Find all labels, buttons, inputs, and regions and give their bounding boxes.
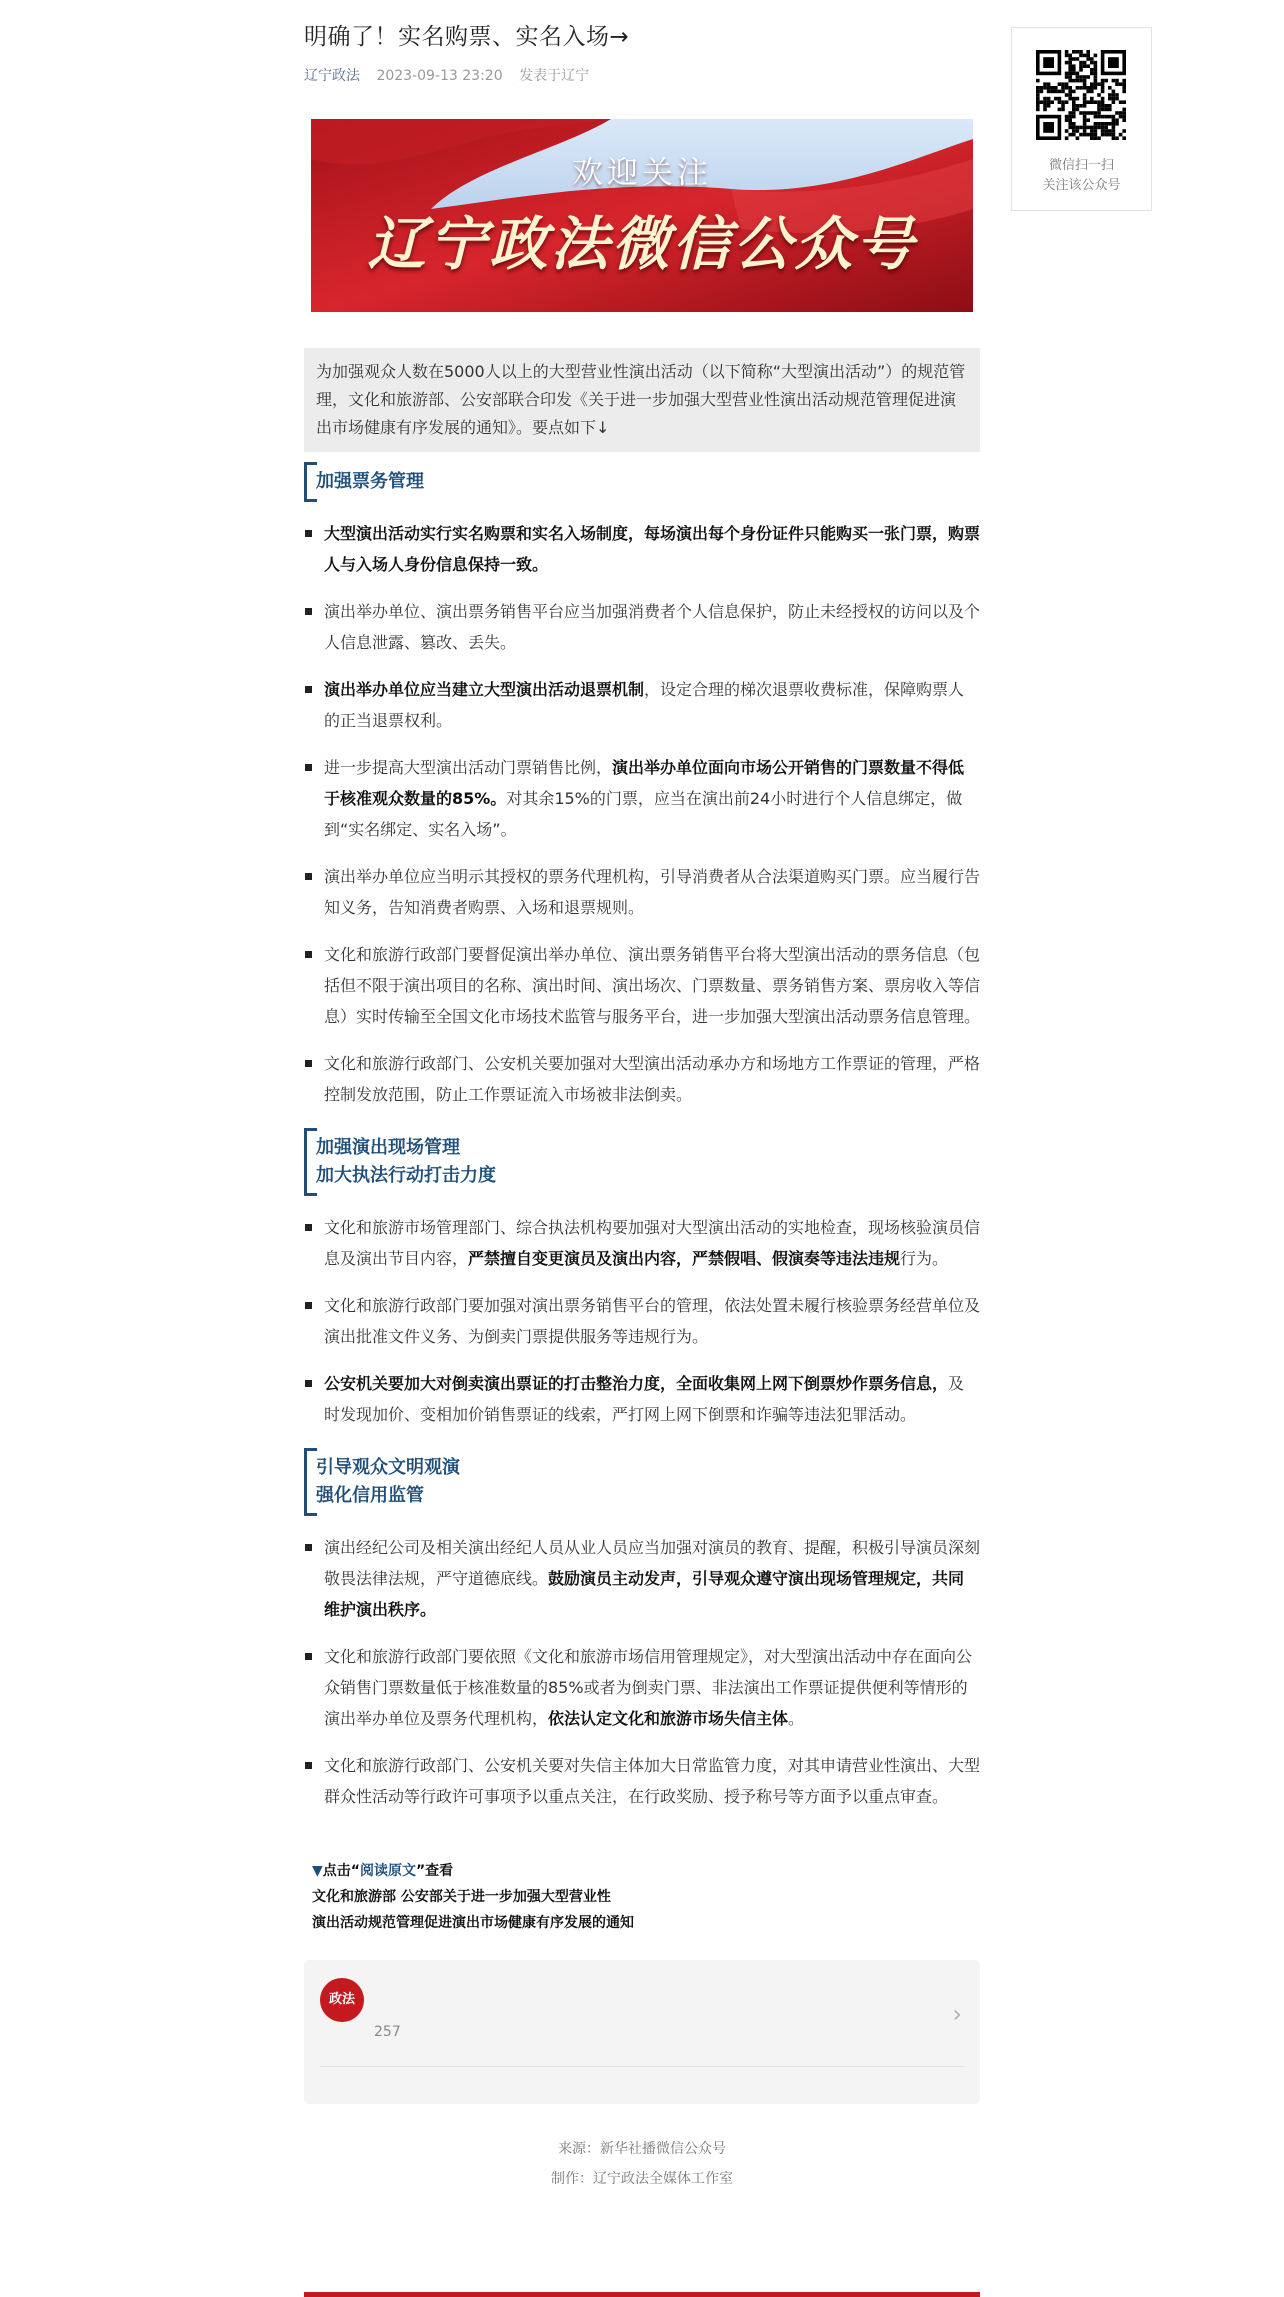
text-run: 对其余15%的门票，应当在演出前24小时进行个人信息绑定，做到“实名绑定、实名入场”。 [324,789,963,839]
triangle-down-icon: ▼ [312,1863,323,1879]
banner-line-2: 辽宁政法微信公众号 [367,210,917,278]
producer-text: 制作：辽宁政法全媒体工作室 [551,2171,733,2187]
read-original-title-1: 文化和旅游部 公安部关于进一步加强大型营业性 [312,1889,611,1905]
bullet-list [304,1532,980,1812]
follow-banner-image [311,119,973,312]
list-item [304,1750,980,1812]
text-run: 演出举办单位应当明示其授权的票务代理机构，引导消费者从合法渠道购买门票。应当履行告知义务，告知消费者购票、入场和退票规则。 [324,867,981,917]
list-item [304,674,980,736]
qr-caption-2: 关注该公众号 [1042,178,1121,193]
bullet-list [304,1212,980,1430]
bold-text: 大型演出活动实行实名购票和实名入场制度，每场演出每个身份证件只能购买一张门票，购票人与入场人身份信息保持一致。 [324,524,981,574]
text-run: 演出举办单位、演出票务销售平台应当加强消费者个人信息保护，防止未经授权的访问以及个人信息泄露、篡改、丢失。 [324,602,981,652]
list-item [304,596,980,658]
list-item [304,1048,980,1110]
section-heading-line: 加强票务管理 [316,471,424,492]
source-text: 来源：新华社播微信公众号 [558,2141,726,2157]
text-run: 。 [788,1709,805,1728]
chevron-right-icon[interactable]: › [952,2000,962,2028]
bold-text: 演出举办单位应当建立大型演出活动退票机制 [324,680,645,699]
qr-code-icon [1036,50,1126,140]
section-heading-line: 强化信用监管 [316,1485,424,1506]
qr-caption [1012,156,1151,196]
account-card[interactable] [304,1960,980,2104]
section-heading-line: 引导观众文明观演 [316,1457,460,1478]
section-heading-line: 加强演出现场管理 [316,1137,460,1158]
read-count: 257 [374,2024,401,2040]
bold-text: 公安机关要加大对倒卖演出票证的打击整治力度，全面收集网上网下倒票炒作票务信息， [324,1374,949,1393]
read-original-block[interactable] [312,1858,980,1936]
read-original-prefix: 点击“ [322,1863,360,1879]
section-heading [304,1448,980,1516]
article-sections [304,462,980,1812]
qr-code-panel [1011,27,1152,211]
text-run: 及时发现加价、变相加价销售票证的线索，严打网上网下倒票和诈骗等违法犯罪活动。 [324,1374,965,1424]
bold-text: 演出举办单位面向市场公开销售的门票数量不得低于核准观众数量的85%。 [324,758,965,808]
bold-text: 依法认定文化和旅游市场失信主体 [548,1709,789,1728]
list-item [304,518,980,580]
section-heading-line: 加大执法行动打击力度 [316,1165,496,1186]
qr-caption-1: 微信扫一扫 [1048,158,1114,173]
text-run: 文化和旅游行政部门要依照《文化和旅游市场信用管理规定》，对大型演出活动中存在面向公众销售门票数量低于核准数量的85%或者为倒卖门票、非法演出工作票证提供便利等情形的演出举办单位及票务代理机构， [324,1647,973,1728]
list-item [304,939,980,1032]
read-original-line [312,1858,980,1884]
section-heading [304,462,980,502]
list-item [304,1532,980,1625]
list-item [304,1290,980,1352]
read-original-suffix: ”查看 [415,1863,454,1879]
page-title: 明确了！实名购票、实名入场→ [304,24,630,50]
article-footer [304,2134,980,2194]
list-item [304,1641,980,1734]
text-run: 演出经纪公司及相关演出经纪人员从业人员应当加强对演员的教育、提醒，积极引导演员深刻敬畏法律法规，严守道德底线。 [324,1538,981,1588]
bold-text: 鼓励演员主动发声，引导观众遵守演出现场管理规定，共同维护演出秩序。 [324,1569,965,1619]
account-name-link[interactable]: 辽宁政法 [304,68,360,84]
banner-line-1: 欢迎关注 [572,155,712,191]
text-run: 进一步提高大型演出活动门票销售比例， [324,758,613,777]
list-item [304,1212,980,1274]
list-item [304,861,980,923]
text-run: 文化和旅游行政部门、公安机关要对失信主体加大日常监管力度，对其申请营业性演出、大型群众性活动等行政许可事项予以重点关注，在行政奖励、授予称号等方面予以重点审查。 [324,1756,981,1806]
article-column [304,0,980,2194]
read-original-link[interactable]: 阅读原文 [359,1863,416,1879]
list-item [304,1368,980,1430]
bold-text: 严禁擅自变更演员及演出内容，严禁假唱、假演奏等违法违规 [468,1249,901,1268]
text-run: 文化和旅游行政部门要加强对演出票务销售平台的管理，依法处置未履行核验票务经营单位及演出批准文件义务、为倒卖门票提供服务等违规行为。 [324,1296,981,1346]
text-run: ，设定合理的梯次退票收费标准，保障购票人的正当退票权利。 [324,680,965,730]
text-run: 文化和旅游行政部门要督促演出举办单位、演出票务销售平台将大型演出活动的票务信息（包括但不限于演出项目的名称、演出时间、演出场次、门票数量、票务销售方案、票房收入等信息）实时传输至全国文化市场技术监管与服务平台，进一步加强大型演出活动票务信息管理。 [324,945,981,1026]
bottom-red-bar [304,2292,980,2297]
article-meta [304,66,980,86]
list-item [304,752,980,845]
card-divider [320,2066,964,2067]
account-avatar[interactable]: 政法 [320,1978,364,2022]
bullet-list [304,518,980,1110]
text-run: 文化和旅游市场管理部门、综合执法机构要加强对大型演出活动的实地检查，现场核验演员信息及演出节目内容， [324,1218,981,1268]
publish-location: 发表于辽宁 [519,68,590,84]
text-run: 行为。 [900,1249,949,1268]
intro-paragraph: 为加强观众人数在5000人以上的大型营业性演出活动（以下简称“大型演出活动”）的规范管理，文化和旅游部、公安部联合印发《关于进一步加强大型营业性演出活动规范管理促进演出市场健康有序发展的通知》。要点如下↓ [304,348,980,452]
text-run: 文化和旅游行政部门、公安机关要加强对大型演出活动承办方和场地方工作票证的管理，严格控制发放范围，防止工作票证流入市场被非法倒卖。 [324,1054,981,1104]
publish-date: 2023-09-13 23:20 [376,68,503,84]
read-original-title-2: 演出活动规范管理促进演出市场健康有序发展的通知 [312,1915,634,1931]
section-heading [304,1128,980,1196]
